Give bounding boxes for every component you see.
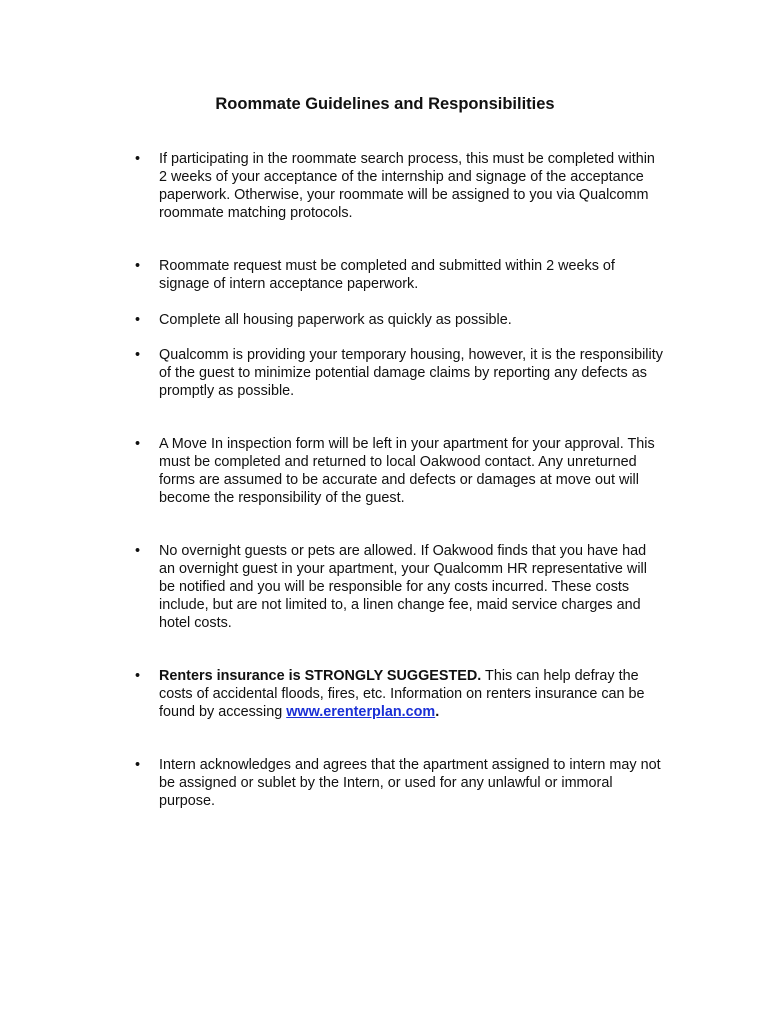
- bullet-marker: •: [135, 347, 141, 363]
- page-title: Roommate Guidelines and Responsibilities: [215, 95, 555, 113]
- bullet-marker: •: [135, 312, 141, 328]
- bullet-marker: •: [135, 543, 141, 559]
- guideline-item-housing-paperwork: Complete all housing paperwork as quickly as possible.: [159, 312, 512, 328]
- guideline-item-temporary-housing: Qualcomm is providing your temporary housing, however, it is the responsibility of the guest to minimize potential damage claims by reporting any defects as promptly as possible.: [159, 347, 663, 399]
- guideline-item-move-in-inspection: A Move In inspection form will be left in your apartment for your approval. This must be completed and returned to local Oakwood contact. Any unreturned forms are assumed to be accurate and defects or damages at move out will become the responsibility of the guest.: [159, 436, 655, 506]
- renters-insurance-emphasis: Renters insurance is STRONGLY SUGGESTED.: [159, 668, 482, 684]
- erenterplan-link[interactable]: www.erenterplan.com: [286, 704, 436, 720]
- renters-insurance-text: This can help defray the costs of accidental floods, fires, etc. Information on renters insurance can be found by accessing: [159, 668, 645, 720]
- bullet-marker: •: [135, 151, 141, 167]
- bullet-marker: •: [135, 757, 141, 773]
- guideline-item-roommate-request: Roommate request must be completed and submitted within 2 weeks of signage of intern acceptance paperwork.: [159, 258, 615, 292]
- bullet-marker: •: [135, 258, 141, 274]
- bullet-marker: •: [135, 436, 141, 452]
- guideline-item-renters-insurance: [159, 667, 664, 721]
- renters-insurance-period: .: [435, 704, 440, 720]
- guideline-item-roommate-search: If participating in the roommate search process, this must be completed within 2 weeks of your acceptance of the internship and signage of the acceptance paperwork. Otherwise, your roommate will be assigned to you via Qualcomm roommate matching protocols.: [159, 151, 655, 221]
- bullet-marker: •: [135, 668, 141, 684]
- guideline-item-overnight-guests: No overnight guests or pets are allowed. If Oakwood finds that you have had an overnight guest in your apartment, your Qualcomm HR representative will be notified and you will be responsible for any costs incurred. These costs include, but are not limited to, a linen change fee, maid service charges and hotel costs.: [159, 543, 647, 631]
- guideline-item-sublet-restriction: Intern acknowledges and agrees that the apartment assigned to intern may not be assigned or sublet by the Intern, or used for any unlawful or immoral purpose.: [159, 757, 661, 809]
